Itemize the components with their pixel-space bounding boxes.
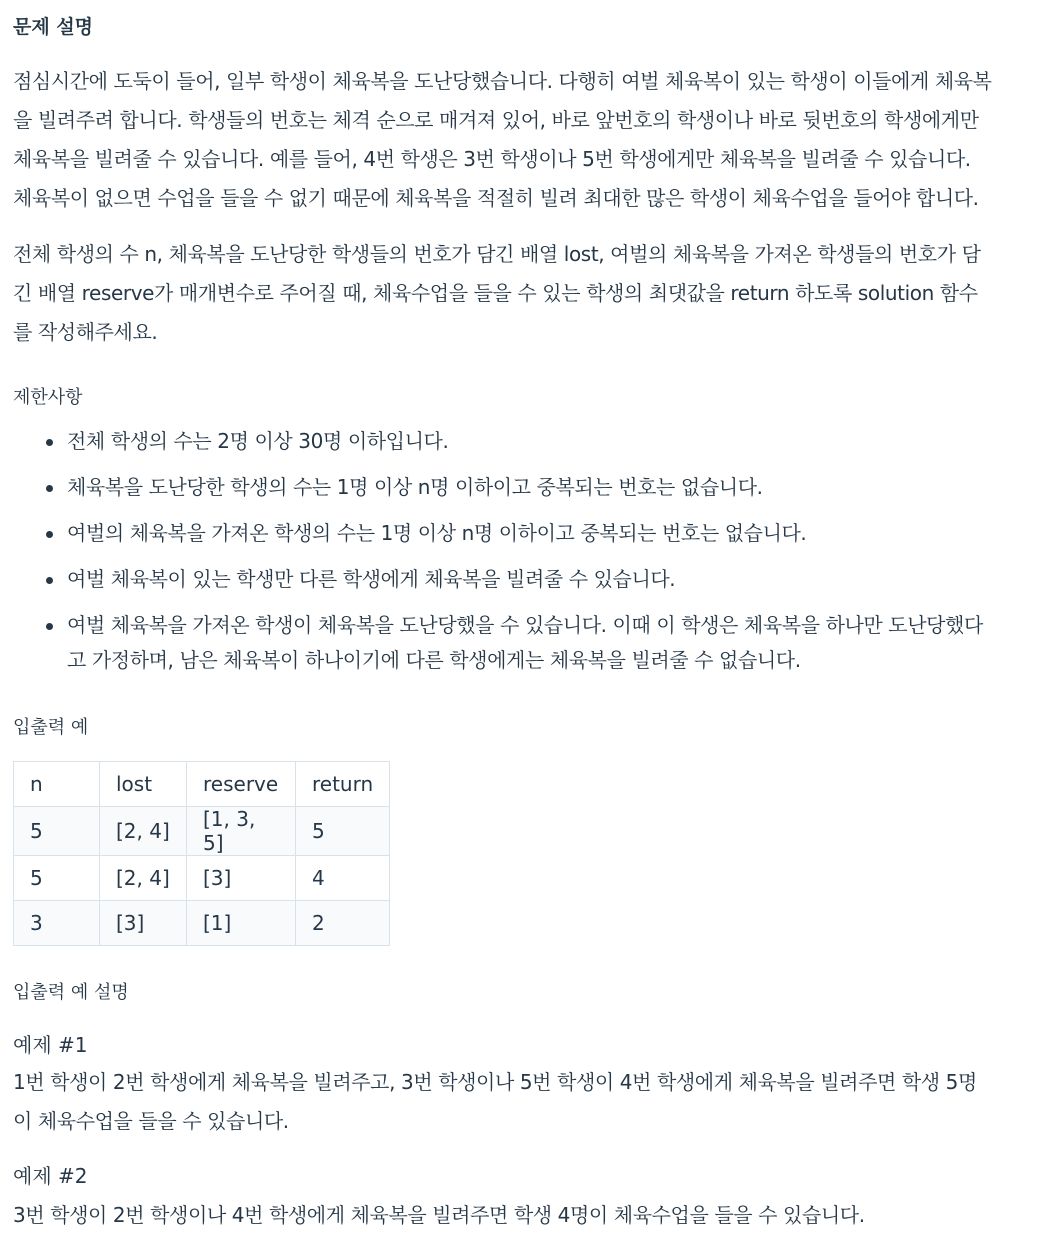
cell-lost: [2, 4] xyxy=(100,807,187,856)
cell-reserve: [3] xyxy=(187,856,296,901)
description-line: 체육복이 없으면 수업을 들을 수 없기 때문에 체육복을 적절히 빌려 최대한 많은 학생이 체육수업을 들어야 합니다. xyxy=(13,186,979,210)
cell-lost: [3] xyxy=(100,901,187,946)
example-line: 3번 학생이 2번 학생이나 4번 학생에게 체육복을 빌려주면 학생 4명이 체육수업을 들을 수 있습니다. xyxy=(13,1203,865,1227)
constraints-heading: 제한사항 xyxy=(13,387,83,408)
constraint-line: 여벌 체육복을 가져온 학생이 체육복을 도난당했을 수 있습니다. 이때 이 학생은 체육복을 하나만 도난당했다 xyxy=(67,613,983,637)
section-title: 문제 설명 xyxy=(13,16,94,38)
table-row xyxy=(14,807,390,856)
io-example-heading: 입출력 예 xyxy=(13,717,89,738)
io-explanation-heading: 입출력 예 설명 xyxy=(13,982,129,1003)
example-1-title: 예제 #1 xyxy=(13,1033,88,1057)
example-2-title: 예제 #2 xyxy=(13,1164,88,1188)
table-row xyxy=(14,856,390,901)
cell-return: 2 xyxy=(296,901,390,946)
description-line: 점심시간에 도둑이 들어, 일부 학생이 체육복을 도난당했습니다. 다행히 여벌 체육복이 있는 학생이 이들에게 체육복 xyxy=(13,69,992,93)
cell-n: 5 xyxy=(14,807,100,856)
description-line: 체육복을 빌려줄 수 있습니다. 예를 들어, 4번 학생은 3번 학생이나 5번 학생에게만 체육복을 빌려줄 수 있습니다. xyxy=(13,147,971,171)
column-header-lost: lost xyxy=(100,762,187,807)
column-header-reserve: reserve xyxy=(187,762,296,807)
table-header-row xyxy=(14,762,390,807)
cell-reserve: [1] xyxy=(187,901,296,946)
cell-n: 3 xyxy=(14,901,100,946)
constraint-line: 고 가정하며, 남은 체육복이 하나이기에 다른 학생에게는 체육복을 빌려줄 수 없습니다. xyxy=(67,648,801,672)
constraint-item: 전체 학생의 수는 2명 이상 30명 이하입니다. xyxy=(67,424,1031,459)
example-2-text xyxy=(13,1196,1031,1235)
description-line: 를 작성해주세요. xyxy=(13,320,158,344)
constraint-item: 체육복을 도난당한 학생의 수는 1명 이상 n명 이하이고 중복되는 번호는 없습니다. xyxy=(67,470,1031,505)
constraint-item: 여벌 체육복이 있는 학생만 다른 학생에게 체육복을 빌려줄 수 있습니다. xyxy=(67,562,1031,597)
constraints-list xyxy=(13,424,1031,689)
description-line: 긴 배열 reserve가 매개변수로 주어질 때, 체육수업을 들을 수 있는 학생의 최댓값을 return 하도록 solution 함수 xyxy=(13,281,978,305)
cell-lost: [2, 4] xyxy=(100,856,187,901)
table-row xyxy=(14,901,390,946)
example-1-text xyxy=(13,1063,1031,1141)
constraint-item xyxy=(67,608,1031,678)
description-line: 을 빌려주려 합니다. 학생들의 번호는 체격 순으로 매겨져 있어, 바로 앞번호의 학생이나 바로 뒷번호의 학생에게만 xyxy=(13,108,979,132)
cell-return: 4 xyxy=(296,856,390,901)
example-line: 1번 학생이 2번 학생에게 체육복을 빌려주고, 3번 학생이나 5번 학생이 4번 학생에게 체육복을 빌려주면 학생 5명 xyxy=(13,1070,977,1094)
column-header-return: return xyxy=(296,762,390,807)
constraint-item: 여벌의 체육복을 가져온 학생의 수는 1명 이상 n명 이하이고 중복되는 번호는 없습니다. xyxy=(67,516,1031,551)
cell-reserve: [1, 3, 5] xyxy=(187,807,296,856)
io-example-table xyxy=(13,761,390,946)
description-paragraph-1 xyxy=(13,62,1031,218)
cell-return: 5 xyxy=(296,807,390,856)
column-header-n: n xyxy=(14,762,100,807)
description-line: 전체 학생의 수 n, 체육복을 도난당한 학생들의 번호가 담긴 배열 lost, 여벌의 체육복을 가져온 학생들의 번호가 담 xyxy=(13,242,981,266)
example-line: 이 체육수업을 들을 수 있습니다. xyxy=(13,1109,289,1133)
description-paragraph-2 xyxy=(13,235,1031,352)
cell-n: 5 xyxy=(14,856,100,901)
